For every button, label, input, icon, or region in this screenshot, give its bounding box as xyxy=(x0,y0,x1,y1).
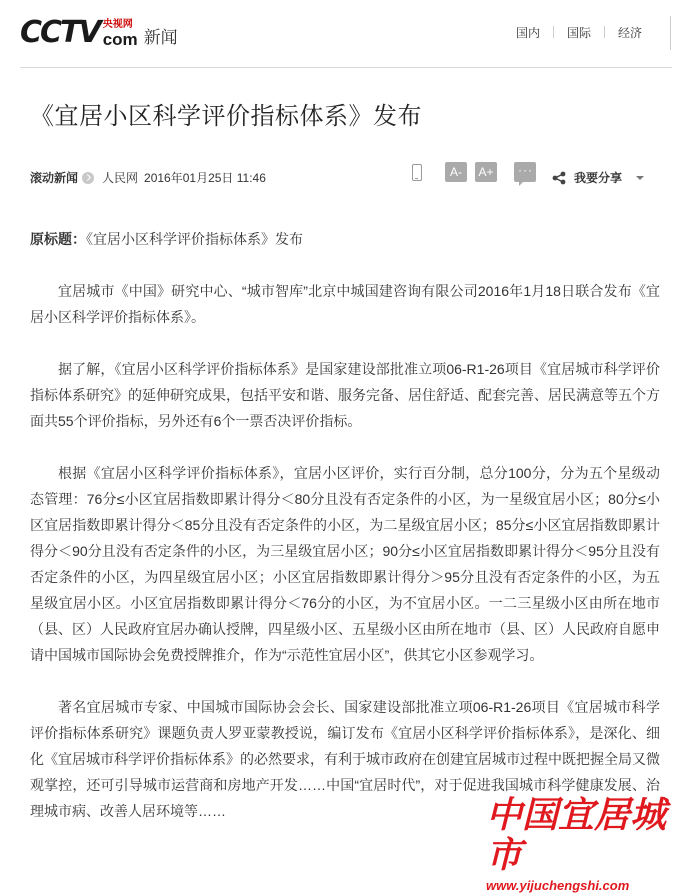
paragraph: 著名宜居城市专家、中国城市国际协会会长、国家建设部批准立项06-R1-26项目《宜居城市科学评价指标体系研究》课题负责人罗亚蒙教授说，编订发布《宜居小区科学评价指标体系》，是深化、细化《宜居城市科学评价指标体系》的必然要求，有利于城市政府在创建宜居城市过程中既把握全局又微观掌控，还可引导城市运营商和房地产开发……中国“宜居时代”，对于促进我国城市科学健康发展、治理城市病、改善人居环境等…… xyxy=(30,699,660,819)
watermark-url: www.yijuchengshi.com xyxy=(486,878,630,893)
lead-text: 《宜居小区科学评价指标体系》发布 xyxy=(86,231,303,247)
page-title: 《宜居小区科学评价指标体系》发布 xyxy=(30,103,422,130)
nav-item-domestic[interactable]: 国内 xyxy=(516,26,541,40)
publisher: 人民网 xyxy=(102,171,139,185)
nav-item-economy[interactable]: 经济 xyxy=(618,26,643,40)
nav-divider xyxy=(553,26,554,38)
lead-paragraph xyxy=(30,226,660,252)
chevron-down-icon xyxy=(636,176,644,180)
paragraph: 根据《宜居小区科学评价指标体系》，宜居小区评价，实行百分制，总分100分，分为五个星级动态管理：76分≤小区宜居指数即累计得分＜80分且没有否定条件的小区，为一星级宜居小区；80分≤小区宜居指数即累计得分＜85分且没有否定条件的小区，为二星级宜居小区；85分≤小区宜居指数即累计得分＜90分且没有否定条件的小区，为三星级宜居小区；90分≤小区宜居指数即累计得分＜95分且没有否定条件的小区，为四星级宜居小区；小区宜居指数即累计得分＞95分且没有否定条件的小区，为五星级宜居小区。小区宜居指数即累计得分＜76分的小区，为不宜居小区。一二三星级小区由所在地市（县、区）人民政府宜居办确认授牌，四星级小区、五星级小区由所在地市（县、区）人民政府自愿申请中国城市国际协会免费授牌推介，作为“示范性宜居小区”，供其它小区参观学习。 xyxy=(30,465,660,663)
nav-divider xyxy=(670,16,671,50)
mobile-icon[interactable] xyxy=(412,164,422,181)
nav-divider xyxy=(604,26,605,38)
article-toolbar xyxy=(412,162,536,182)
font-larger-button[interactable]: A+ xyxy=(475,162,497,182)
cctv-logo[interactable] xyxy=(20,14,178,48)
article-meta xyxy=(30,169,266,186)
font-smaller-button[interactable]: A- xyxy=(445,162,467,182)
logo-cctv-text: CCTV xyxy=(20,15,100,50)
logo-com-text: com xyxy=(102,30,138,49)
logo-cn-text: 央视网 xyxy=(102,19,133,30)
article-body xyxy=(30,226,660,850)
publish-datetime: 2016年01月25日 11:46 xyxy=(144,171,266,185)
comment-icon[interactable] xyxy=(514,162,536,182)
paragraph: 宜居城市《中国》研究中心、“城市智库”北京中城国建咨询有限公司2016年1月18日联合发布《宜居小区科学评价指标体系》。 xyxy=(30,283,660,325)
paragraph: 据了解，《宜居小区科学评价指标体系》是国家建设部批准立项06-R1-26项目《宜居城市科学评价指标体系研究》的延伸研究成果，包括平安和谐、服务完备、居住舒适、配套完善、居民满意等五个方面共55个评价指标，另外还有6个一票否决评价指标。 xyxy=(30,361,660,429)
nav-item-international[interactable]: 国际 xyxy=(567,26,592,40)
share-icon xyxy=(552,171,566,185)
logo-news-text: 新闻 xyxy=(143,28,178,47)
logo-stack xyxy=(103,20,138,48)
lead-label: 原标题： xyxy=(30,231,86,247)
source-label[interactable]: 滚动新闻 xyxy=(30,171,79,185)
header-rule xyxy=(20,67,672,68)
top-nav xyxy=(516,24,642,41)
share-button[interactable] xyxy=(552,169,644,186)
watermark-brand: 中国宜居城市 xyxy=(486,795,667,876)
chevron-right-icon[interactable] xyxy=(82,172,94,184)
site-header xyxy=(0,0,675,68)
share-label: 我要分享 xyxy=(574,171,623,185)
